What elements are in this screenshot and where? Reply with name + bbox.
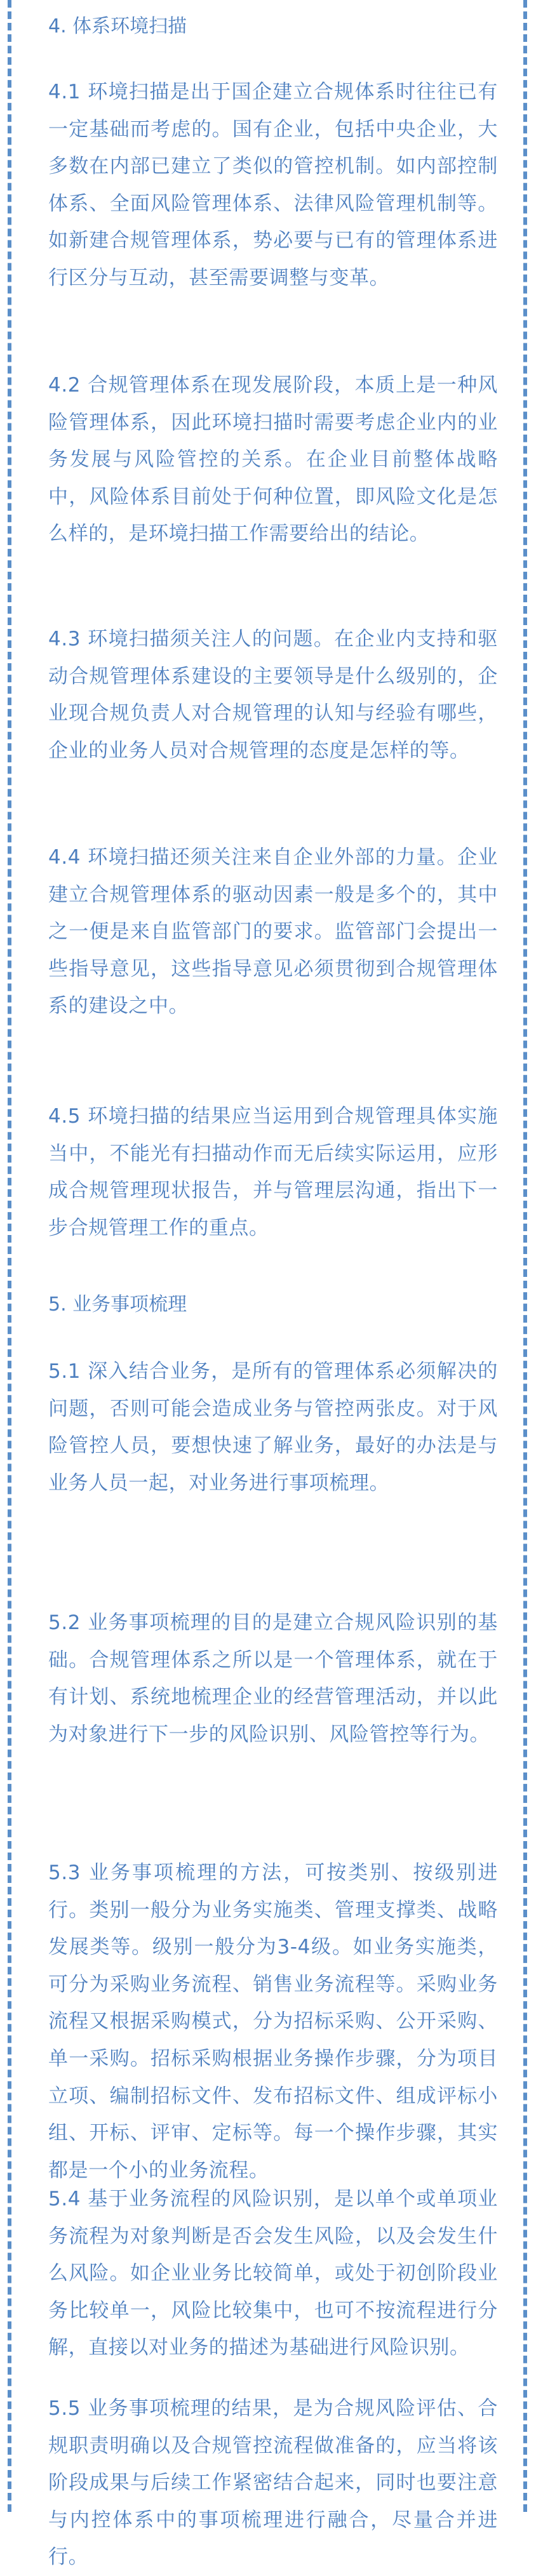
paragraph-5-4: 5.4 基于业务流程的风险识别，是以单个或单项业务流程为对象判断是否会发生风险，以及会发生什么风险。如企业业务比较简单，或处于初创阶段业务比较单一，风险比较集中，也可不按流程进行分解，直接以对业务的描述为基础进行风险识别。 [48, 2188, 498, 2360]
paragraph-5-2: 5.2 业务事项梳理的目的是建立合规风险识别的基础。合规管理体系之所以是一个管理体系，就在于有计划、系统地梳理企业的经营管理活动，并以此为对象进行下一步的风险识别、风险管控等行为。 [48, 1611, 498, 1746]
section-heading-5: 5. 业务事项梳理 [48, 1293, 187, 1316]
paragraph-4-5: 4.5 环境扫描的结果应当运用到合规管理具体实施当中，不能光有扫描动作而无后续实际运用，应形成合规管理现状报告，并与管理层沟通，指出下一步合规管理工作的重点。 [48, 1105, 498, 1239]
paragraph-5-1: 5.1 深入结合业务，是所有的管理体系必须解决的问题，否则可能会造成业务与管控两张皮。对于风险管控人员，要想快速了解业务，最好的办法是与业务人员一起，对业务进行事项梳理。 [48, 1360, 498, 1495]
section-heading-4: 4. 体系环境扫描 [48, 15, 187, 37]
paragraph-4-3: 4.3 环境扫描须关注人的问题。在企业内支持和驱动合规管理体系建设的主要领导是什么级别的，企业现合规负责人对合规管理的认知与经验有哪些，企业的业务人员对合规管理的态度是怎样的等。 [48, 628, 498, 762]
article-frame [8, 0, 527, 2569]
paragraph-4-2: 4.2 合规管理体系在现发展阶段，本质上是一种风险管理体系，因此环境扫描时需要考虑企业内的业务发展与风险管控的关系。在企业目前整体战略中，风险体系目前处于何种位置，即风险文化是怎么样的，是环境扫描工作需要给出的结论。 [48, 374, 498, 546]
paragraph-5-5: 5.5 业务事项梳理的结果，是为合规风险评估、合规职责明确以及合规管控流程做准备的，应当将该阶段成果与后续工作紧密结合起来，同时也要注意与内控体系中的事项梳理进行融合，尽量合并进行。 [48, 2397, 498, 2569]
paragraph-4-4: 4.4 环境扫描还须关注来自企业外部的力量。企业建立合规管理体系的驱动因素一般是多个的，其中之一便是来自监管部门的要求。监管部门会提出一些指导意见，这些指导意见必须贯彻到合规管理体系的建设之中。 [48, 846, 498, 1018]
paragraph-4-1: 4.1 环境扫描是出于国企建立合规体系时往往已有一定基础而考虑的。国有企业，包括中央企业，大多数在内部已建立了类似的管控机制。如内部控制体系、全面风险管理体系、法律风险管理机制等。如新建合规管理体系，势必要与已有的管理体系进行区分与互动，甚至需要调整与变革。 [48, 81, 498, 289]
paragraph-5-3: 5.3 业务事项梳理的方法，可按类别、按级别进行。类别一般分为业务实施类、管理支撑类、战略发展类等。级别一般分为3-4级。如业务实施类，可分为采购业务流程、销售业务流程等。采购业务流程又根据采购模式，分为招标采购、公开采购、单一采购。招标采购根据业务操作步骤，分为项目立项、编制招标文件、发布招标文件、组成评标小组、开标、评审、定标等。每一个操作步骤，其实都是一个小的业务流程。 [48, 1861, 498, 2182]
